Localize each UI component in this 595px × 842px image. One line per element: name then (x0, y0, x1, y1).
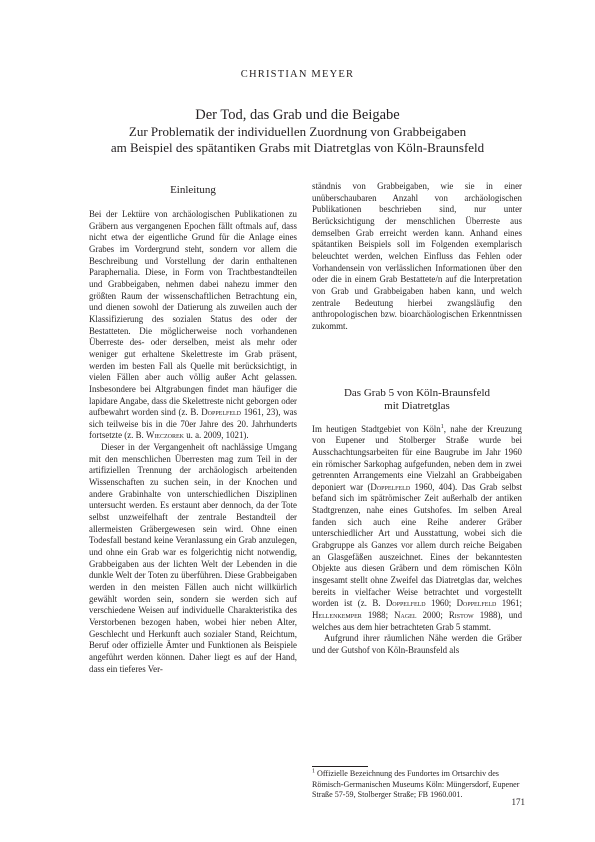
citation: Ristow (448, 610, 474, 621)
paragraph: Bei der Lektüre von archäologischen Publikationen zu Gräbern aus vergangenen Epochen fällt oftmals auf, dass nicht etwa der eigentliche Grund für die Anlage eines Grabes im Vordergrund steht, sondern vor allem die Beschreibung und Vorstellung der darin enthaltenen Paraphernalia. Diese, in Form von Trachtbestandteilen und Grabbeigaben, nehmen dabei nahezu immer den größten Raum der wissenschaftlichen Betrachtung ein, und dienen sowohl der Datierung als zuweilen auch der Klassifizierung des sozialen Status des oder der Bestatteten. Die möglicherweise noch vorhandenen Überreste des- oder derselben, meist als mehr oder weniger gut erhaltene Skelettreste im Grab präsent, werden im besten Fall als Quelle mit berücksichtigt, in vielen Fällen aber auch völlig außer Acht gelassen. Insbesondere bei Altgrabungen findet man häufiger die lapidare Angabe, dass die Skelettreste nicht geborgen oder aufbewahrt worden sind (z. B. Doppelfeld 1961, 23), was sich teilweise bis in die 70er Jahre des 20. Jahrhunderts fortsetzte (z. B. Wieczorek u. a. 2009, 1021). (89, 209, 297, 441)
footnote-number: 1 (312, 768, 315, 775)
section-heading-einleitung: Einleitung (170, 184, 216, 196)
section-heading-line-1: Das Grab 5 von Köln-Braunsfeld (343, 386, 491, 399)
left-column (89, 209, 297, 675)
title-block (0, 107, 595, 156)
paragraph-continued: ständnis von Grabbeigaben, wie sie in einer unüberschaubaren Anzahl von archäologischen Publikationen beschrieben sind, nur unter Berücksichtigung der menschlichen Überreste aus demselben Grab erreicht werden kann. Anhand eines spätantiken Beispiels soll im Folgenden exemplarisch beleuchtet werden, welchen Einfluss das Fehlen oder Vorhandensein von verlässlichen Informationen über den oder die in einem Grab Bestattete/n auf die Interpretation von Grab und Grabbeigaben haben kann, und welch zentrale Bedeutung hierbei zwangsläufig den anthropologischen bzw. bioarchäologischen Erkenntnissen zukommt. (312, 181, 522, 331)
page-number: 171 (511, 797, 525, 807)
footnote (312, 769, 522, 801)
citation: Nagel (394, 610, 417, 621)
citation: Hellenkemper (312, 610, 362, 621)
author-name: CHRISTIAN MEYER (240, 69, 355, 80)
paragraph: Dieser in der Vergangenheit oft nachlässige Umgang mit den menschlichen Überresten mag zum Teil in der artifiziellen Trennung der archäologisch arbeitenden Wissenschaften zu suchen sein, in der Knochen und andere Grabinhalte von unterschiedlichen Disziplinen untersucht werden. Es erstaunt aber dennoch, da der Tote selbst unzweifelhaft der zentrale Bestandteil der allermeisten Gräbergewesen sein wird. Ohne einen Todesfall bestand keine Veranlassung ein Grab anzulegen, und ohne ein Grab war es folgerichtig nicht notwendig, Grabbeigaben aus der lichten Welt der Lebenden in die dunkle Welt der Toten zu überführen. Diese Grabbeigaben werden in den meisten Fällen auch nicht willkürlich gewählt worden sein, sondern sie werden sich auf verschiedene Weisen auf individuelle Charakteristika des Verstorbenen bezogen haben, wobei hier neben Alter, Geschlecht und Herkunft auch sozialer Stand, Reichtum, Beruf oder offizielle Ämter und Funktionen als Beispiele angeführt werden können. Daher liegt es auf der Hand, dass ein tieferes Ver- (89, 442, 297, 674)
paragraph: Aufgrund ihrer räumlichen Nähe werden die Gräber und der Gutshof von Köln-Braunsfeld als (312, 633, 522, 655)
article-title: Der Tod, das Grab und die Beigabe (195, 107, 400, 123)
article-subtitle-line-2: am Beispiel des spätantiken Grabs mit Diatretglas von Köln-Braunsfeld (110, 140, 485, 155)
citation: Doppelfeld (370, 481, 411, 492)
paragraph: Im heutigen Stadtgebiet von Köln$^1$, nahe der Kreuzung von Eupener und Stolberger Straße wurde bei Ausschachtungsarbeiten für eine Baugrube im Jahr 1960 ein römischer Sarkophag aufgefunden, neben dem in zwei getrennten Arrangements eine Vielzahl an Grabbeigaben deponiert war (Doppelfeld 1960, 404). Das Grab selbst befand sich im spätrömischer Zeit außerhalb der antiken Stadtgrenzen, nahe eines Gutshofes. Im selben Areal fanden sich auch eine Reihe anderer Gräber unterschiedlicher Art und Ausstattung, wobei sich die Grabgruppe als Ganzes vor allem durch reiche Beigaben an Glasgefäßen auszeichnet. Eines der bekanntesten Objekte aus diesen Gräbern und dem römischen Köln insgesamt stellt ohne Zweifel das Diatretglas dar, welches bereits in vielfacher Weise betrachtet und vorgestellt worden ist (z. B. Doppelfeld 1960; Doppelfeld 1961; Hellenkemper 1988; Nagel 2000; Ristow 1988), und welches aus dem hier betrachteten Grab 5 stammt. (312, 423, 523, 632)
section-heading-line-2: mit Diatretglas (384, 399, 450, 412)
footnote-divider (312, 766, 368, 767)
article-subtitle-line-1: Zur Problematik der individuellen Zuordnung von Grabbeigaben (128, 124, 467, 139)
section-heading-grab-5 (312, 387, 522, 413)
citation: Doppelfeld (456, 598, 497, 609)
citation: Doppelfeld (201, 407, 241, 418)
citation: Doppelfeld (385, 598, 426, 609)
right-column (312, 181, 522, 657)
citation: Wieczorek (145, 430, 184, 441)
footnote-marker: 1 (440, 423, 444, 430)
footnote-text: Offizielle Bezeichnung des Fundortes im Ortsarchiv des Römisch-Germanischen Museums Köln: Müngersdorf, Eupener Straße 57-59, Stolberger Straße; FB 1960.001. (312, 769, 520, 800)
